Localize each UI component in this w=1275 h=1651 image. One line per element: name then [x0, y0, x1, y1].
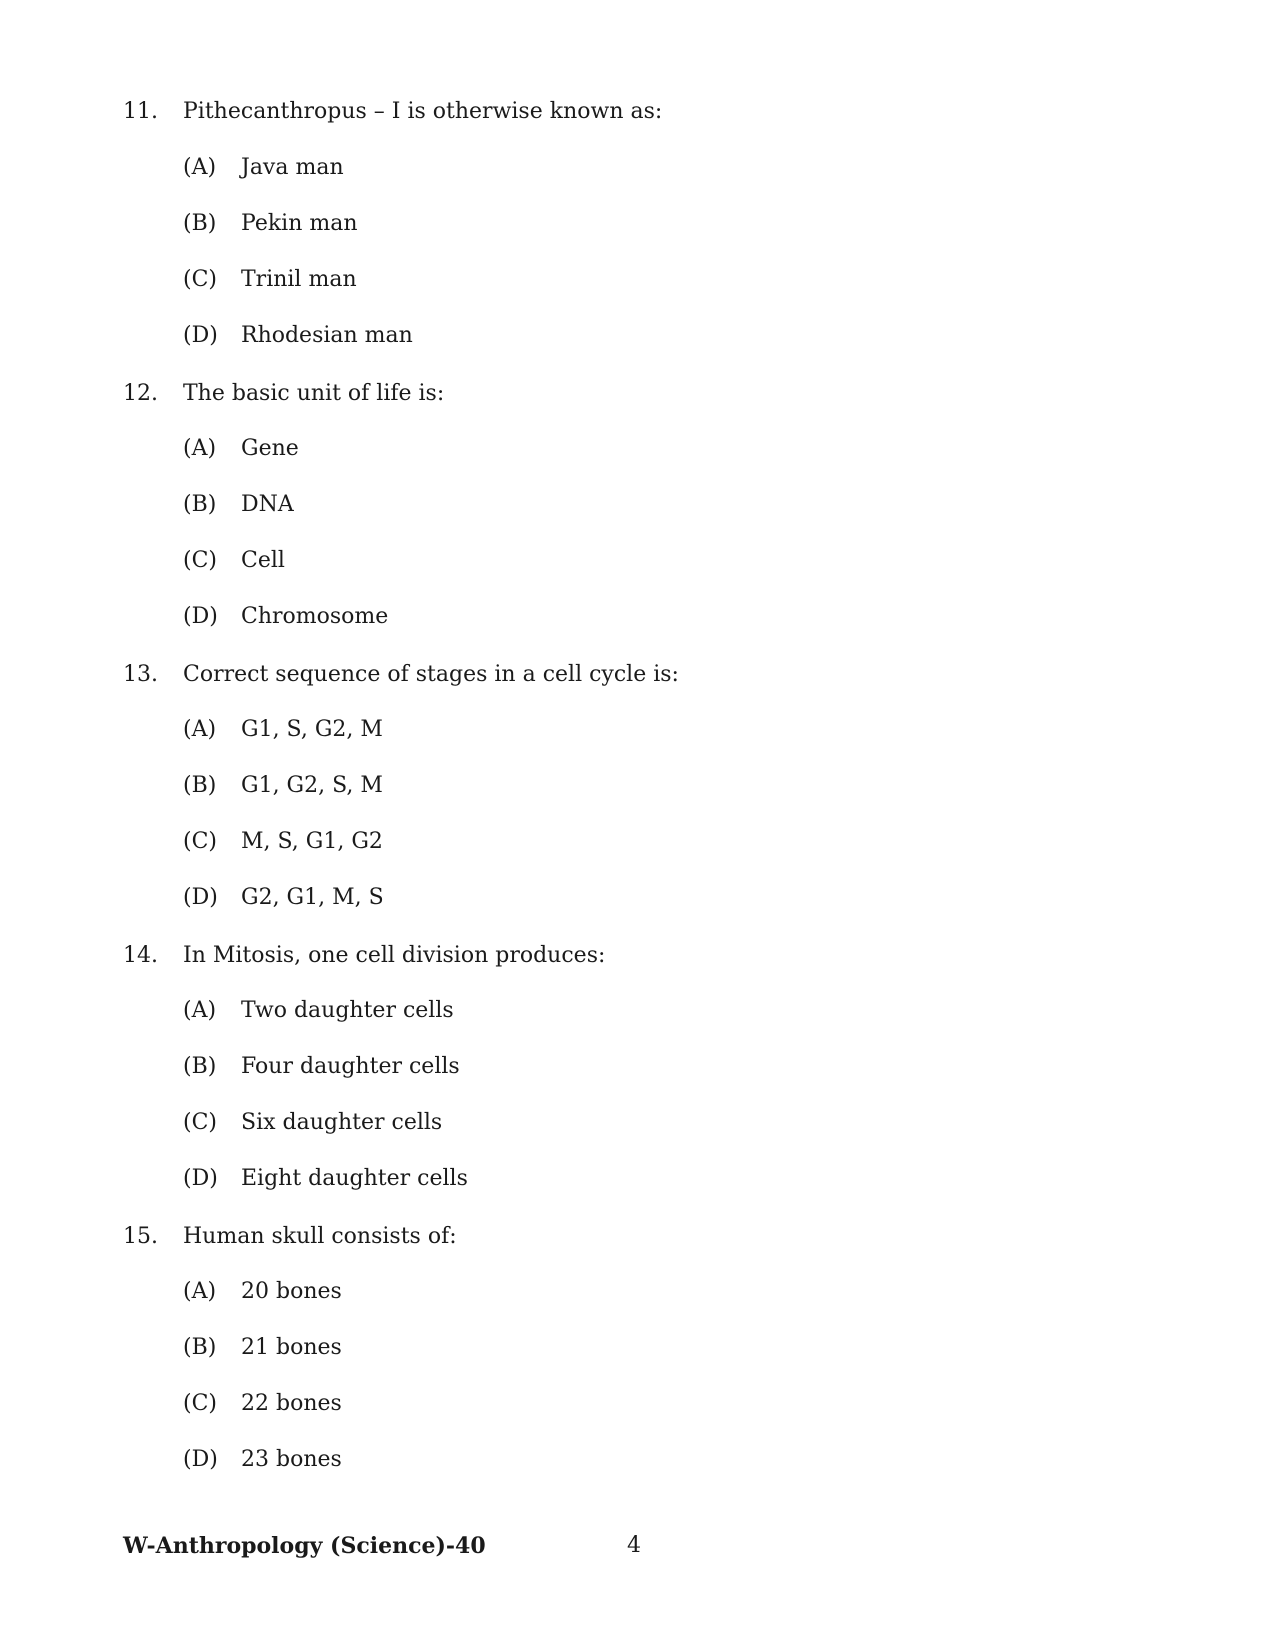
option-text: Chromosome [241, 604, 389, 629]
option-a [183, 1278, 883, 1306]
option-text: G1, G2, S, M [241, 773, 383, 798]
option-text: Rhodesian man [241, 323, 413, 348]
option-a [183, 435, 883, 463]
option-text: DNA [241, 492, 294, 517]
option-letter: (A) [183, 717, 217, 742]
option-text: Four daughter cells [241, 1054, 460, 1079]
option-c [183, 266, 883, 294]
question-number: 13. [123, 662, 158, 687]
option-text: Trinil man [241, 267, 357, 292]
option-letter: (B) [183, 211, 217, 236]
option-d [183, 603, 883, 631]
question-15 [0, 1223, 1275, 1493]
option-letter: (D) [183, 885, 218, 910]
option-text: G1, S, G2, M [241, 717, 383, 742]
option-text: Java man [241, 155, 344, 180]
option-letter: (A) [183, 998, 217, 1023]
option-text: G2, G1, M, S [241, 885, 384, 910]
option-text: 20 bones [241, 1279, 342, 1304]
option-a [183, 154, 883, 182]
question-text: Correct sequence of stages in a cell cycle is: [183, 662, 679, 687]
option-b [183, 772, 883, 800]
option-d [183, 1165, 883, 1193]
option-text: M, S, G1, G2 [241, 829, 383, 854]
option-text: Eight daughter cells [241, 1166, 468, 1191]
question-number: 12. [123, 381, 158, 406]
option-letter: (D) [183, 1166, 218, 1191]
option-letter: (D) [183, 604, 218, 629]
question-12 [0, 380, 1275, 650]
option-d [183, 1446, 883, 1474]
question-14 [0, 942, 1275, 1212]
option-a [183, 997, 883, 1025]
option-c [183, 1109, 883, 1137]
option-letter: (B) [183, 1054, 217, 1079]
option-letter: (B) [183, 773, 217, 798]
option-letter: (D) [183, 1447, 218, 1472]
option-c [183, 1390, 883, 1418]
option-b [183, 1053, 883, 1081]
paper-code: W-Anthropology (Science)-40 [123, 1533, 486, 1559]
option-letter: (D) [183, 323, 218, 348]
option-letter: (A) [183, 436, 217, 461]
question-11 [0, 98, 1275, 368]
option-letter: (C) [183, 548, 217, 573]
option-b [183, 491, 883, 519]
option-c [183, 828, 883, 856]
option-letter: (C) [183, 829, 217, 854]
question-number: 14. [123, 943, 158, 968]
option-b [183, 210, 883, 238]
option-text: Two daughter cells [241, 998, 454, 1023]
option-text: 22 bones [241, 1391, 342, 1416]
option-letter: (B) [183, 1335, 217, 1360]
question-13 [0, 661, 1275, 931]
option-text: Cell [241, 548, 285, 573]
option-a [183, 716, 883, 744]
option-b [183, 1334, 883, 1362]
question-text: In Mitosis, one cell division produces: [183, 943, 606, 968]
option-text: 23 bones [241, 1447, 342, 1472]
question-number: 15. [123, 1224, 158, 1249]
option-letter: (C) [183, 267, 217, 292]
option-d [183, 322, 883, 350]
question-text: The basic unit of life is: [183, 381, 445, 406]
option-text: Gene [241, 436, 299, 461]
page-number: 4 [627, 1533, 641, 1558]
option-d [183, 884, 883, 912]
option-c [183, 547, 883, 575]
option-letter: (C) [183, 1391, 217, 1416]
option-letter: (C) [183, 1110, 217, 1135]
option-letter: (A) [183, 155, 217, 180]
question-number: 11. [123, 99, 158, 124]
option-letter: (B) [183, 492, 217, 517]
option-text: 21 bones [241, 1335, 342, 1360]
question-text: Human skull consists of: [183, 1224, 457, 1249]
option-letter: (A) [183, 1279, 217, 1304]
question-text: Pithecanthropus – I is otherwise known as: [183, 99, 663, 124]
option-text: Six daughter cells [241, 1110, 443, 1135]
option-text: Pekin man [241, 211, 358, 236]
